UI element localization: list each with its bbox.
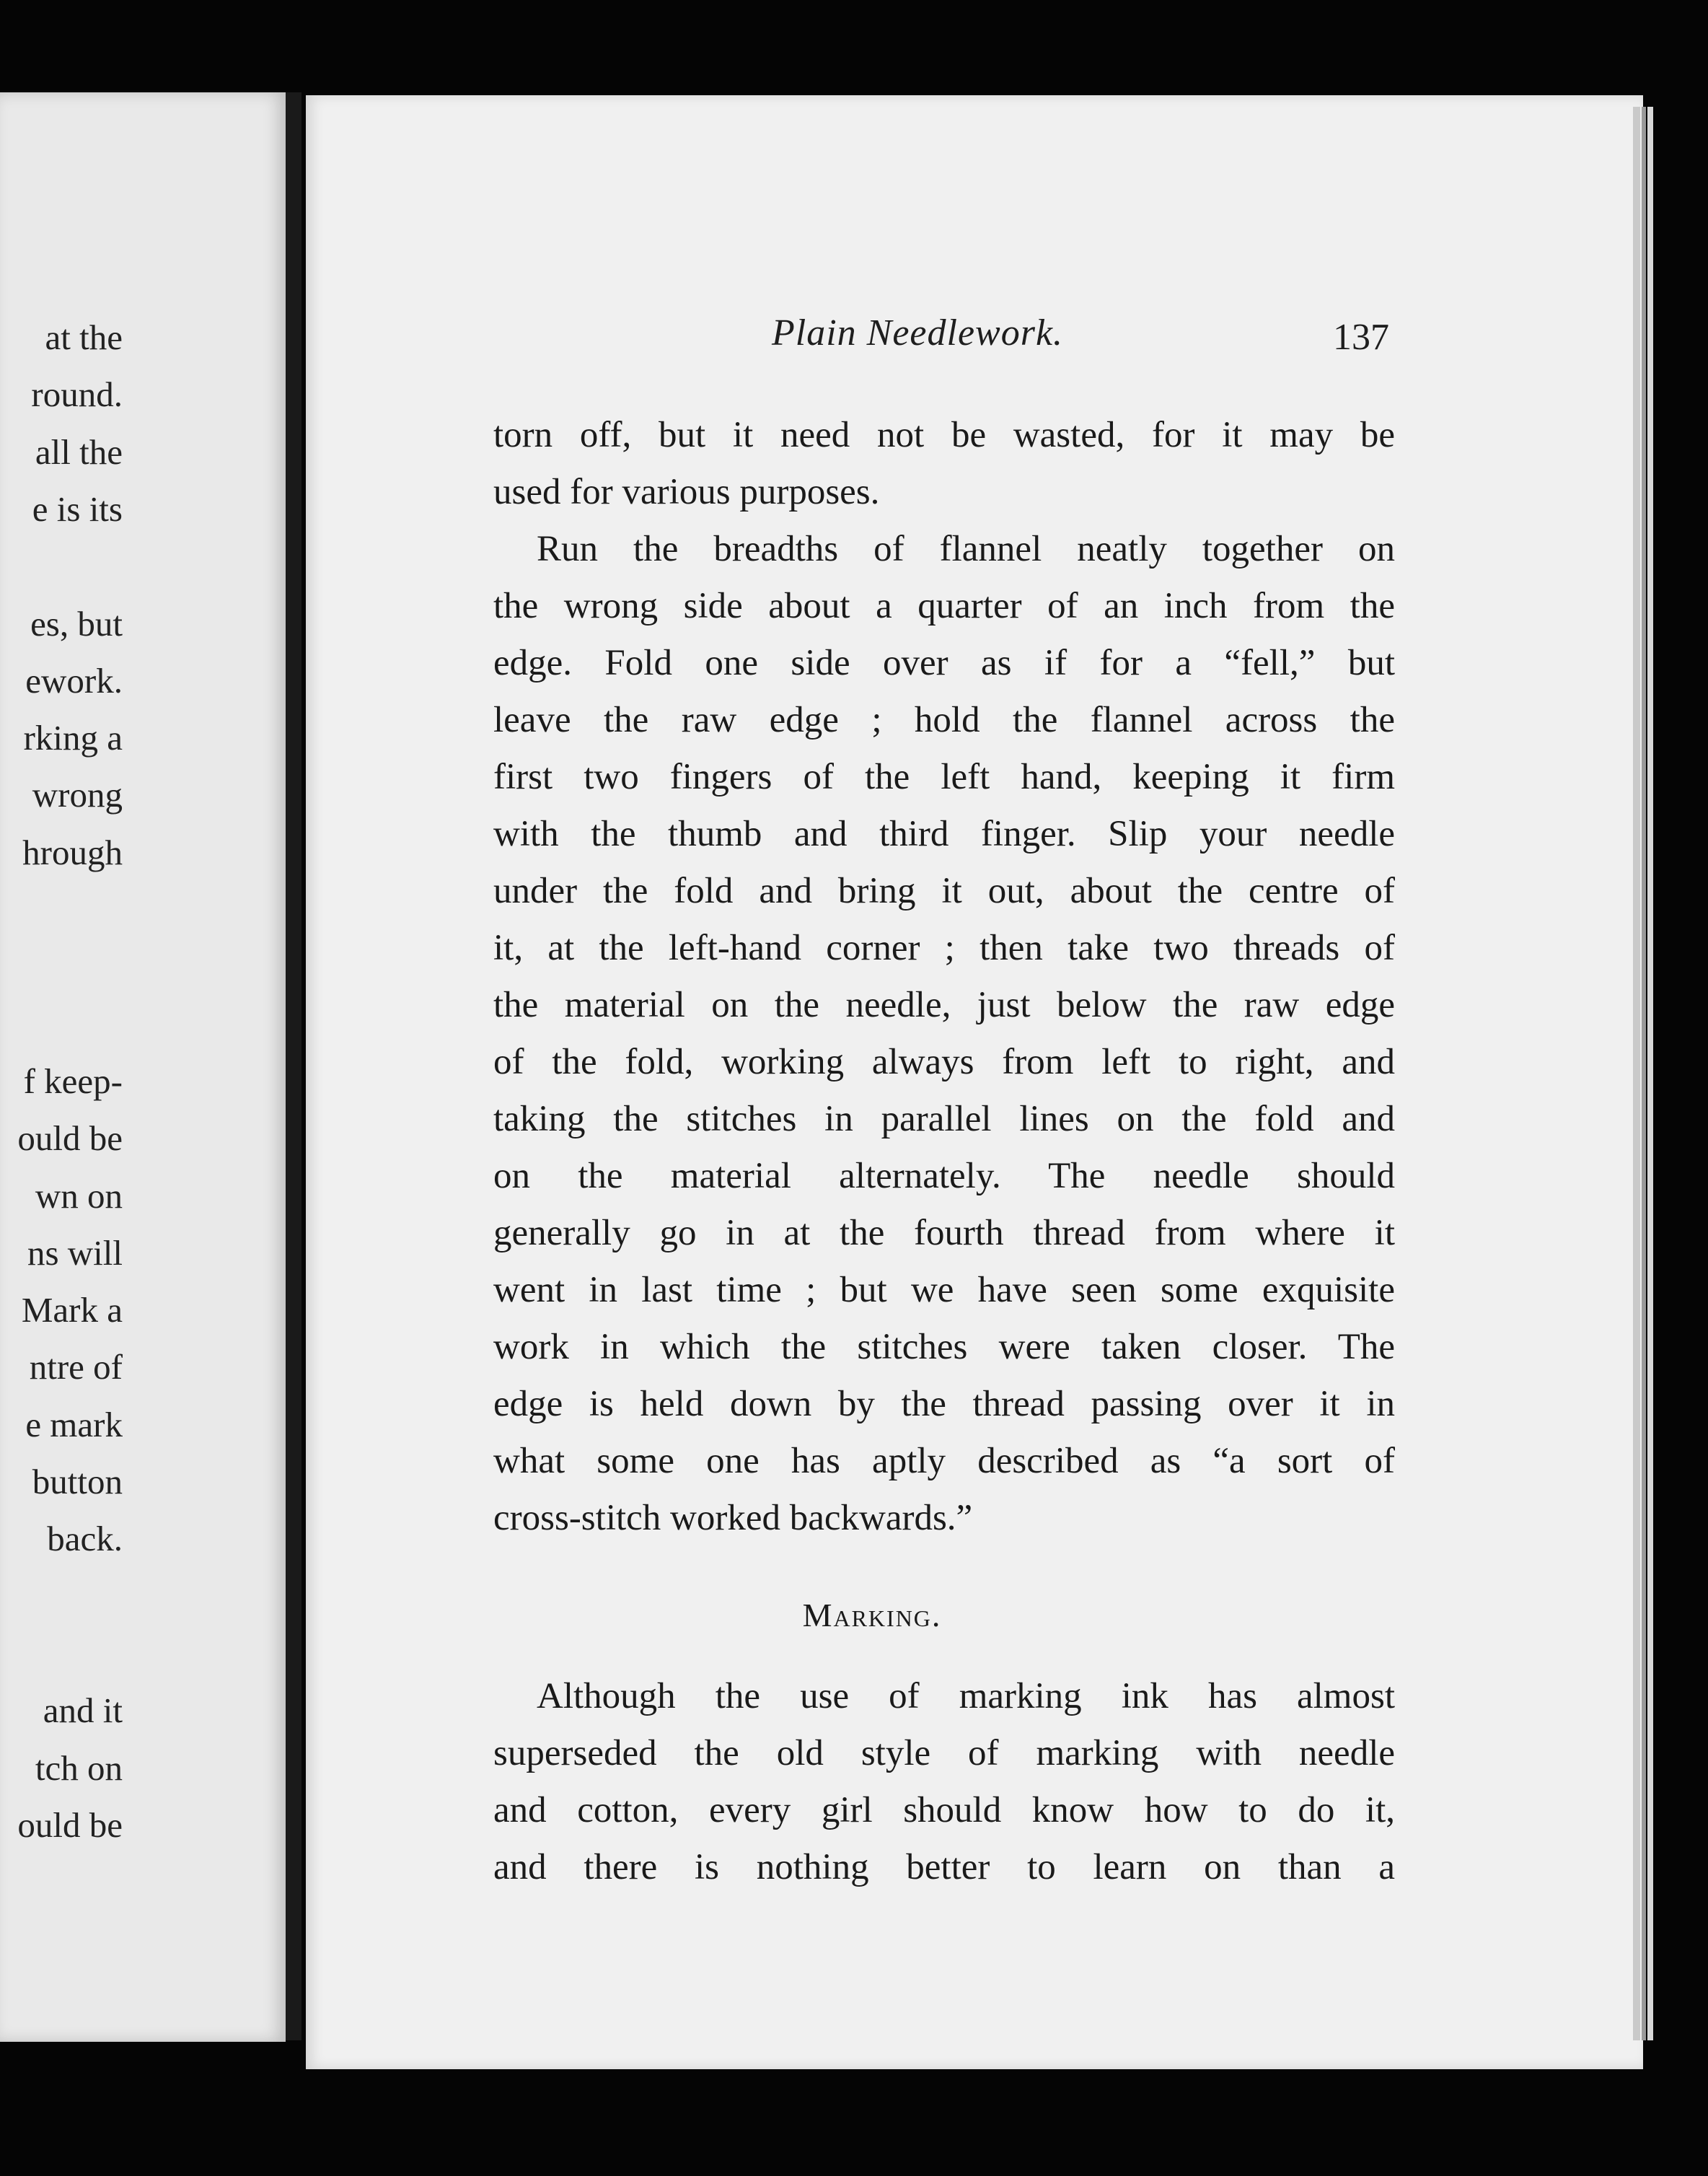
left-page-line: back.: [47, 1519, 123, 1559]
text-line: it, at the left-hand corner ; then take two threads of: [493, 928, 1395, 968]
left-page-line: ework.: [25, 660, 123, 701]
text-line: the wrong side about a quarter of an inch from the: [493, 586, 1395, 626]
page-number: 137: [1333, 317, 1389, 358]
paragraph-3: [493, 1668, 1395, 1896]
left-page-line: tch on: [35, 1747, 123, 1788]
text-line: on the material alternately. The needle should: [493, 1156, 1395, 1196]
text-line: edge. Fold one side over as if for a “fell,” but: [493, 643, 1395, 683]
text-line: under the fold and bring it out, about the centre of: [493, 871, 1395, 911]
section-heading: [0, 1596, 1708, 1634]
left-page-line: ns will: [27, 1232, 123, 1273]
text-line: superseded the old style of marking with needle: [493, 1733, 1395, 1773]
paragraph-2: [493, 521, 1395, 1547]
left-page-line: ould be: [17, 1804, 123, 1845]
text-line: the material on the needle, just below the raw edge: [493, 985, 1395, 1025]
left-page-line: round.: [31, 374, 123, 415]
page-edge: [1633, 107, 1640, 2040]
left-page: [0, 92, 286, 2042]
left-page-line: rking a: [23, 718, 123, 758]
book-gutter: [286, 92, 301, 2040]
text-line: went in last time ; but we have seen some exquisite: [493, 1270, 1395, 1310]
text-line: edge is held down by the thread passing over it in: [493, 1384, 1395, 1424]
text-line: torn off, but it need not be wasted, for it may be: [493, 415, 1395, 455]
text-line: cross-stitch worked backwards.”: [493, 1498, 973, 1538]
left-page-line: button: [32, 1462, 123, 1501]
left-page-line: e is its: [32, 488, 123, 529]
text-line: taking the stitches in parallel lines on the fold and: [493, 1099, 1395, 1139]
page-edge: [1642, 107, 1646, 2040]
left-page-line: and it: [43, 1690, 123, 1731]
left-page-line: Mark a: [21, 1290, 123, 1330]
left-page-line: ould be: [17, 1118, 123, 1159]
text-line: Run the breadths of flannel neatly together on: [537, 529, 1395, 569]
left-page-line: es, but: [30, 603, 123, 644]
running-head: Plain Needlework.: [772, 312, 1064, 354]
left-page-line: hrough: [22, 832, 123, 872]
left-page-line: e mark: [25, 1404, 123, 1444]
text-line: what some one has aptly described as “a sort of: [493, 1441, 1395, 1481]
left-page-line: wrong: [32, 775, 123, 815]
text-line: work in which the stitches were taken closer. The: [493, 1327, 1395, 1367]
paragraph-1: [493, 407, 1395, 521]
text-line: and cotton, every girl should know how to do it,: [493, 1790, 1395, 1830]
left-page-line: at the: [45, 317, 123, 357]
text-line: Although the use of marking ink has almost: [537, 1676, 1395, 1716]
page-edge: [1647, 107, 1653, 2040]
text-line: with the thumb and third finger. Slip your needle: [493, 814, 1395, 854]
text-line: generally go in at the fourth thread from where it: [493, 1213, 1395, 1253]
left-page-line: ntre of: [29, 1347, 123, 1387]
section-heading-text: Marking.: [802, 1597, 942, 1633]
left-page-line: wn on: [35, 1175, 123, 1216]
left-page-line: all the: [35, 431, 123, 472]
text-line: leave the raw edge ; hold the flannel across the: [493, 700, 1395, 740]
text-line: used for various purposes.: [493, 472, 880, 512]
text-line: of the fold, working always from left to right, and: [493, 1042, 1395, 1082]
text-line: and there is nothing better to learn on than a: [493, 1847, 1395, 1887]
text-line: first two fingers of the left hand, keeping it firm: [493, 757, 1395, 797]
left-page-line: f keep-: [23, 1061, 123, 1101]
